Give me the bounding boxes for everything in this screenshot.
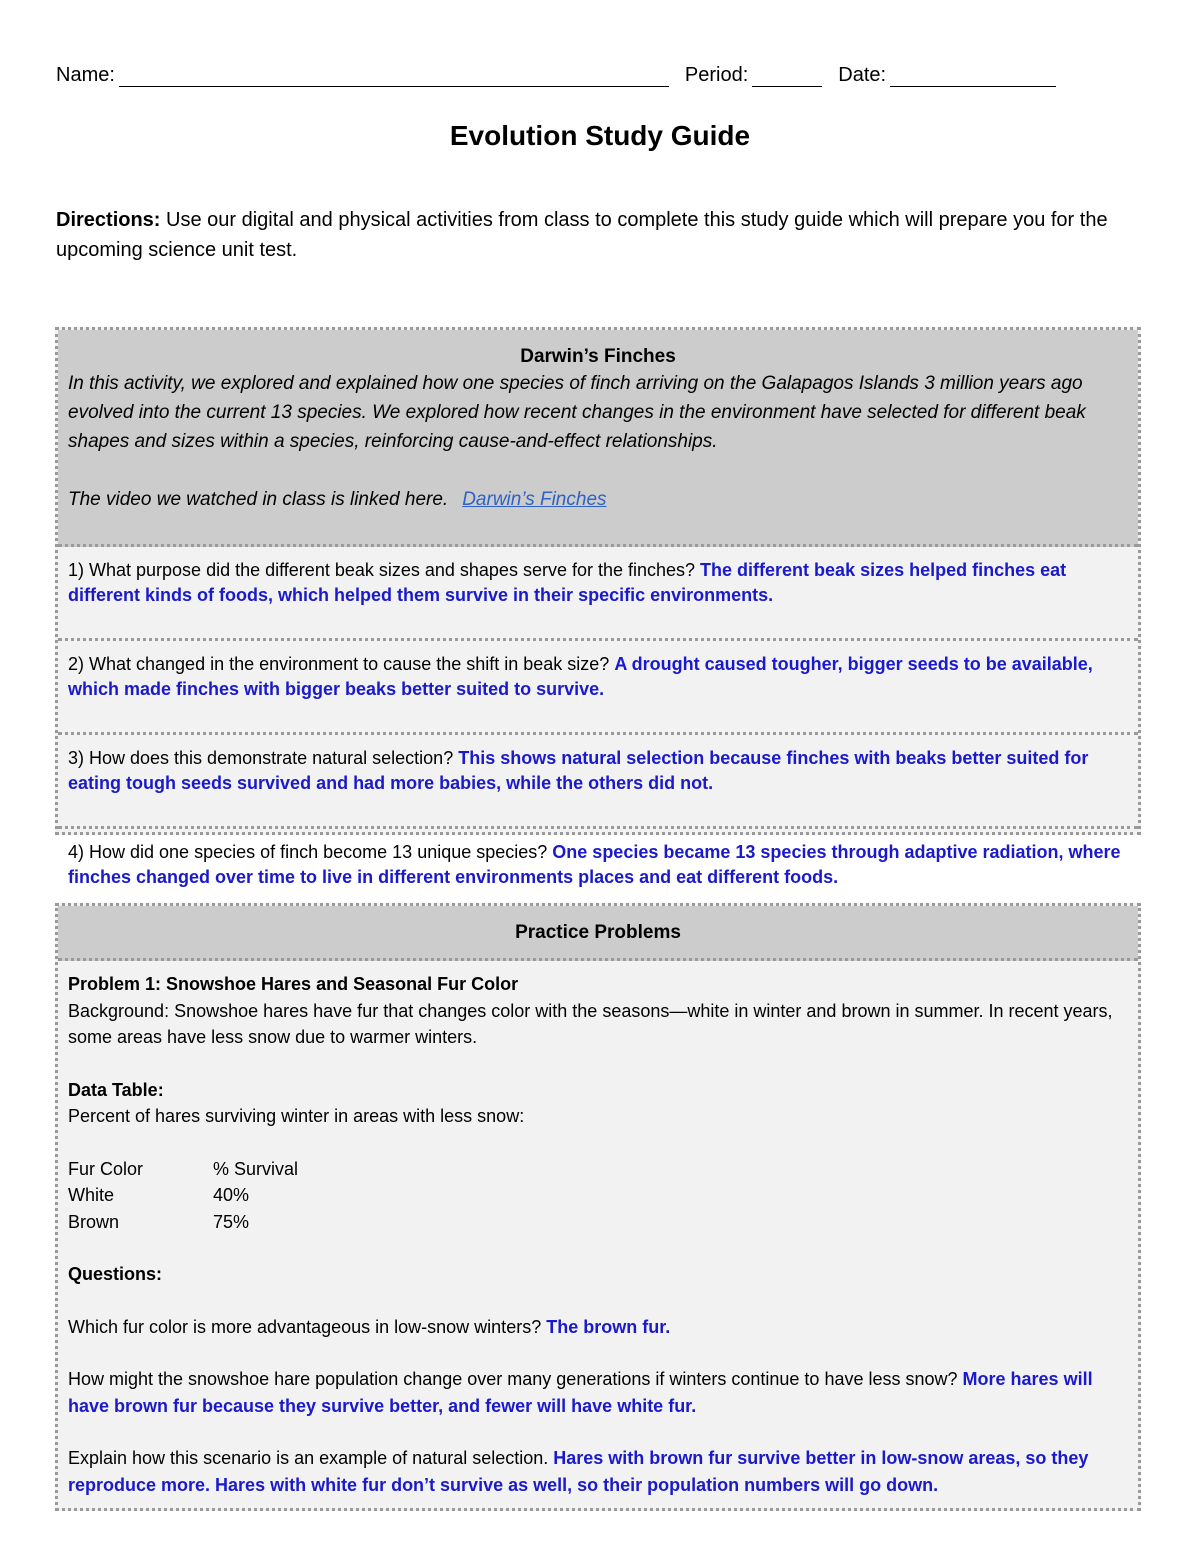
answer-text: The different beak sizes helped finches eat different kinds of foods, which helped them survive in their specific environments.	[68, 560, 1067, 605]
answer-text: This shows natural selection because finches with beaks better suited for eating tough seeds survived and had more babies, while the others did not.	[68, 748, 1089, 793]
date-label: Date:	[838, 64, 887, 86]
finches-question-2	[58, 641, 1138, 735]
practice-body	[58, 961, 1138, 1508]
answer-text: One species became 13 species through adaptive radiation, where finches changed over time to live in different environments places and eat different foods.	[68, 842, 1121, 887]
answer-text: The brown fur.	[546, 1316, 671, 1337]
answer-text: A drought caused tougher, bigger seeds to be available, which made finches with bigger beaks better suited to survive.	[68, 654, 1093, 699]
data-table-caption: Percent of hares surviving winter in areas with less snow:	[68, 1106, 525, 1126]
finches-heading: Darwin’s Finches	[520, 346, 676, 367]
directions-text: Use our digital and physical activities from class to complete this study guide which will prepare you for the upcoming science unit test.	[56, 209, 1108, 261]
question-text: Which fur color is more advantageous in low-snow winters?	[68, 1316, 547, 1337]
name-blank[interactable]	[119, 66, 669, 87]
table-header-survival: % Survival	[213, 1158, 299, 1179]
problem-background: Background: Snowshoe hares have fur that changes color with the seasons—white in winter and brown in summer. In recent years, some areas have less snow due to warmer winters.	[68, 1000, 1113, 1047]
practice-heading: Practice Problems	[515, 922, 681, 943]
question-text: 3) How does this demonstrate natural selection?	[68, 748, 459, 768]
question-text: How might the snowshoe hare population change over many generations if winters continue to have less snow?	[68, 1369, 963, 1389]
table-cell-survival: 40%	[213, 1185, 250, 1205]
table-row	[68, 1209, 1128, 1236]
finches-intro: In this activity, we explored and explained how one species of finch arriving on the Galapagos Islands 3 million years ago evolved into the current 13 species. We explored how recent changes in the environment have selected for different beak shapes and sizes within a species, reinforcing cause-and-effect relationships.	[68, 373, 1086, 452]
table-header-row	[68, 1156, 1128, 1183]
table-header-fur-color: Fur Color	[68, 1158, 144, 1179]
table-cell-color: Brown	[68, 1211, 120, 1232]
finches-header	[58, 330, 1138, 547]
table-cell-survival: 75%	[213, 1211, 250, 1232]
questions-label: Questions:	[68, 1264, 163, 1284]
period-label: Period:	[684, 64, 749, 86]
finches-question-3	[58, 735, 1138, 829]
question-text: 1) What purpose did the different beak sizes and shapes serve for the finches?	[68, 560, 701, 580]
date-blank[interactable]	[890, 66, 1056, 87]
practice-problems-box	[55, 903, 1141, 1511]
period-blank[interactable]	[752, 66, 822, 87]
directions-label: Directions:	[56, 209, 161, 231]
question-text: Explain how this scenario is an example of natural selection.	[68, 1448, 554, 1468]
video-link[interactable]: Darwin’s Finches	[462, 489, 607, 510]
question-text: 2) What changed in the environment to cause the shift in beak size?	[68, 654, 615, 674]
data-table-label: Data Table:	[68, 1079, 164, 1100]
practice-question-2	[68, 1366, 1128, 1419]
finches-question-1	[58, 547, 1138, 641]
answer-text: Hares with brown fur survive better in low-snow areas, so they reproduce more. Hares with white fur don’t survive as well, so their population numbers will go down.	[68, 1448, 1089, 1495]
practice-question-3	[68, 1445, 1128, 1498]
answer-text: More hares will have brown fur because they survive better, and fewer will have white fur.	[68, 1369, 1093, 1416]
name-label: Name:	[56, 64, 115, 86]
directions	[56, 205, 1136, 265]
question-text: 4) How did one species of finch become 13 unique species?	[68, 842, 553, 862]
table-row	[68, 1182, 1128, 1209]
student-info-line	[56, 64, 1146, 87]
video-text: The video we watched in class is linked here.	[68, 489, 449, 510]
finches-video-line	[68, 485, 1128, 514]
darwins-finches-box	[55, 327, 1141, 887]
page-title: Evolution Study Guide	[449, 120, 751, 151]
practice-question-1	[68, 1314, 1128, 1341]
table-cell-color: White	[68, 1185, 115, 1205]
problem-title: Problem 1: Snowshoe Hares and Seasonal Fur Color	[68, 974, 519, 994]
practice-header	[58, 906, 1138, 961]
